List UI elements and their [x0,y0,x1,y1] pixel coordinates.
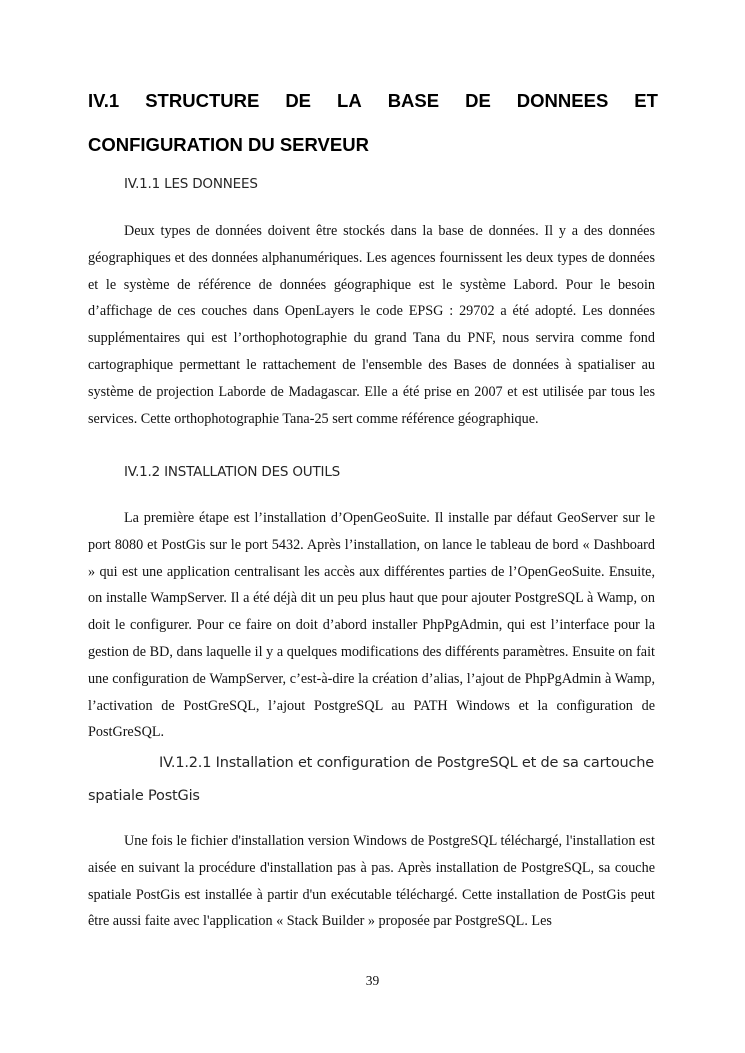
heading-word: BASE [387,90,440,111]
heading-word: ET [634,90,658,111]
chapter-heading-line1 [88,89,658,113]
subsection-heading-line1: IV.1.2.1 Installation et configuration de PostgreSQL et de sa cartouche [159,755,654,771]
chapter-heading-line2: CONFIGURATION DU SERVEUR [88,134,369,155]
heading-word: DONNEES [516,90,609,111]
heading-word: DE [465,90,491,111]
section-heading-donnees: IV.1.1 LES DONNEES [124,176,258,192]
paragraph-postgresql: Une fois le fichier d'installation version Windows de PostgreSQL téléchargé, l'installation est aisée en suivant la procédure d'installation pas à pas. Après installation de PostgreSQL, sa couche spatiale PostGis est installée à partir d'un exécutable téléchargé. Cette installation de PostGis peut être aussi faite avec l'application « Stack Builder » proposée par PostgreSQL. Les [88,833,655,930]
heading-word: LA [337,90,362,111]
subsection-heading-line2: spatiale PostGis [88,788,200,804]
heading-number: IV.1 [88,90,120,111]
paragraph-outils: La première étape est l’installation d’OpenGeoSuite. Il installe par défaut GeoServer sur le port 8080 et PostGis sur le port 5432. Après l’installation, on lance le tableau de bord « Dashboard » qui est une application centralisant les accès aux différentes parties de l’OpenGeoSuite. Ensuite, on installe WampServer. Il a été déjà dit un peu plus haut que pour ajouter PostgreSQL à Wamp, on doit le configurer. Pour ce faire on doit d’abord installer PhpPgAdmin, qui est l’interface pour la gestion de BD, dans laquelle il y a quelques modifications des différents paramètres. Ensuite on fait une configuration de WampServer, c’est-à-dire la création d’alias, l’ajout de PhpPgAdmin à Wamp, l’activation de PostGreSQL, l’ajout PostgreSQL au PATH Windows et la configuration de PostGreSQL. [88,510,655,741]
page-number: 39 [365,973,380,988]
paragraph-donnees: Deux types de données doivent être stockés dans la base de données. Il y a des données géographiques et des données alphanumériques. Les agences fournissent les deux types de données et le système de référence de données géographique est le système Labord. Pour le besoin d’affichage de ces couches dans OpenLayers le code EPSG : 29702 a été adopté. Les données supplémentaires qui est l’orthophotographie du grand Tana du PNF, nous servira comme fond cartographique permettant le rattachement de l'ensemble des Bases de données à spatialiser au système de projection Laborde de Madagascar. Elle a été prise en 2007 et est utilisée par tous les services. Cette orthophotographie Tana-25 sert comme référence géographique. [88,223,655,427]
heading-word: STRUCTURE [145,90,260,111]
section-heading-outils: IV.1.2 INSTALLATION DES OUTILS [124,464,341,480]
heading-word: DE [285,90,312,111]
